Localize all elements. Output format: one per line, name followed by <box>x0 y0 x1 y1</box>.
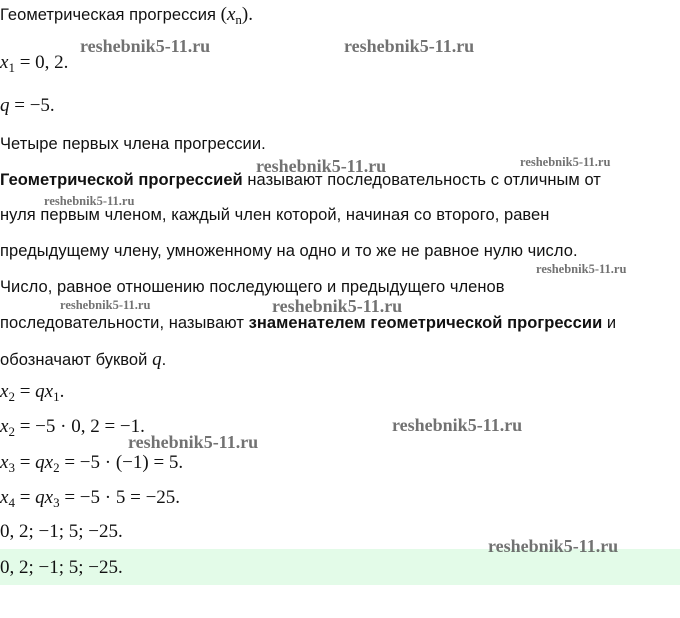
def-5b: и <box>602 314 617 332</box>
formula-1 <box>0 381 64 403</box>
f1-a: x <box>0 381 9 402</box>
f3-a: x <box>0 452 9 473</box>
f2-c: = −5 · 0, 2 = −1. <box>14 416 145 437</box>
title-text: Геометрическая прогрессия <box>0 6 221 24</box>
watermark: reshebnik5-11.ru <box>272 296 403 316</box>
answer-line: 0, 2; −1; 5; −25. <box>0 557 123 578</box>
watermark: reshebnik5-11.ru <box>344 36 475 56</box>
title-paren: ( <box>220 4 227 25</box>
f4-d: qx <box>35 487 54 508</box>
def-6b: . <box>161 351 167 369</box>
f3-b: 3 <box>8 460 15 475</box>
f4-f: = −5 · 5 = −25. <box>59 487 181 508</box>
f1-d: qx <box>35 381 54 402</box>
f4-a: x <box>0 487 9 508</box>
formula-3 <box>0 452 183 474</box>
watermark: reshebnik5-11.ru <box>536 262 627 276</box>
def-5-bold: знаменателем геометрической прогрессии <box>248 314 603 332</box>
watermark: reshebnik5-11.ru <box>488 536 619 556</box>
def-bold: Геометрической прогрессией <box>0 171 243 189</box>
def-6a: обозначают буквой <box>0 351 153 369</box>
f3-d: qx <box>35 452 54 473</box>
watermark: reshebnik5-11.ru <box>60 298 151 312</box>
f4-e: 3 <box>53 495 60 510</box>
f1-b: 2 <box>8 389 15 404</box>
def-5a: последовательности, называют <box>0 314 249 332</box>
watermark: reshebnik5-11.ru <box>44 194 135 208</box>
q-rest: = −5. <box>9 95 55 116</box>
watermark: reshebnik5-11.ru <box>256 156 387 176</box>
f1-f: . <box>59 381 65 402</box>
f1-e: 1 <box>53 389 60 404</box>
sequence-line: 0, 2; −1; 5; −25. <box>0 521 123 542</box>
x1-line <box>0 52 68 74</box>
q-line <box>0 95 55 117</box>
formula-4 <box>0 487 180 509</box>
def-line-4: Число, равное отношению последующего и предыдущего членов <box>0 278 505 296</box>
def-6-var: q <box>152 349 162 370</box>
title-var: x <box>226 4 236 25</box>
title-sub: n <box>235 12 242 27</box>
def-line-2: нуля первым членом, каждый член которой, начиная со второго, равен <box>0 206 550 224</box>
f3-e: 2 <box>53 460 60 475</box>
task-line: Четыре первых члена прогрессии. <box>0 135 266 153</box>
watermark: reshebnik5-11.ru <box>80 36 211 56</box>
watermark: reshebnik5-11.ru <box>392 415 523 435</box>
def-1: называют последовательность с отличным от <box>242 171 601 189</box>
f3-c: = <box>14 452 36 473</box>
f3-f: = −5 · (−1) = 5. <box>59 452 184 473</box>
x1-var: x <box>0 52 9 73</box>
f2-a: x <box>0 416 9 437</box>
def-line-6 <box>0 349 166 371</box>
title-line <box>0 4 253 26</box>
f2-b: 2 <box>8 424 15 439</box>
watermark: reshebnik5-11.ru <box>128 432 259 452</box>
q-var: q <box>0 95 10 116</box>
f4-c: = <box>14 487 36 508</box>
formula-2 <box>0 416 145 438</box>
f1-c: = <box>14 381 36 402</box>
f4-b: 4 <box>8 495 15 510</box>
watermark: reshebnik5-11.ru <box>520 155 611 169</box>
def-line-3: предыдущему члену, умноженному на одно и то же не равное нулю число. <box>0 242 578 260</box>
title-end: ). <box>241 4 253 25</box>
x1-sub: 1 <box>8 60 15 75</box>
x1-rest: = 0, 2. <box>14 52 69 73</box>
